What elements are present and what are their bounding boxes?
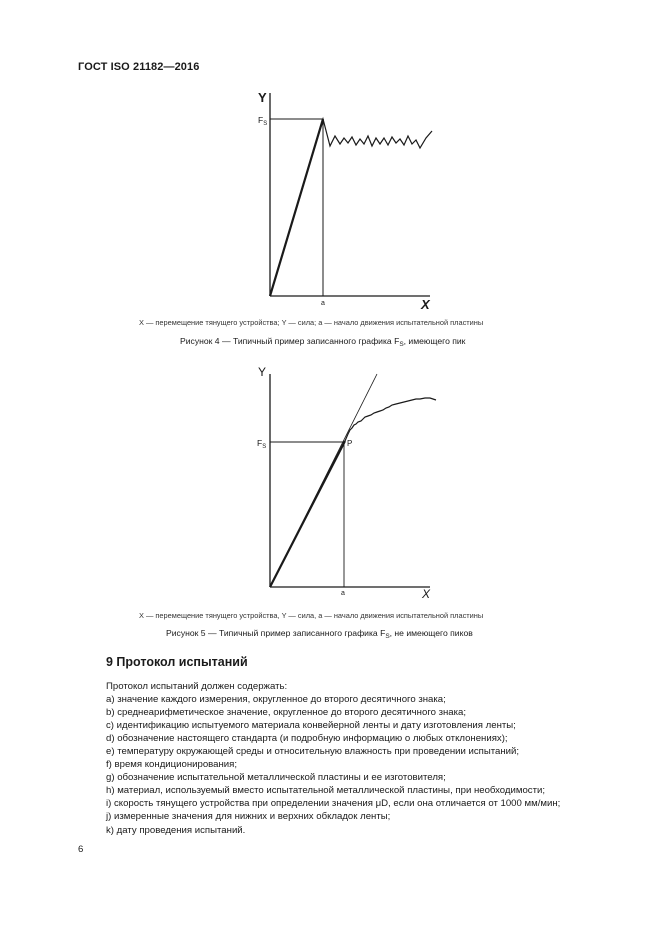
fs-tick-main: F [258,115,264,125]
list-item: h) материал, используемый вместо испытательной металлической пластины, при необходимости; [106,785,546,797]
intro-text: Протокол испытаний должен содержать: [106,681,288,692]
fs-tick-main: F [257,438,263,448]
y-axis-label: Y [258,90,267,105]
figure-5-caption-prefix: Рисунок 5 — Типичный пример записанного графика F [166,628,386,638]
a-tick-label: a [321,300,325,307]
list-item: e) температуру окружающей среды и относительную влажность при проведении испытаний; [106,746,520,758]
standard-header: ГОСТ ISO 21182—2016 [78,61,200,73]
figure-5-caption-sub: S [385,633,390,640]
force-curve [270,119,432,296]
fs-tick-sub: S [262,444,267,450]
section-title: 9 Протокол испытаний [106,655,248,669]
force-rise-line [270,119,323,296]
figure-4 [250,88,450,313]
force-curve [345,398,436,441]
figure-5-chart [250,362,450,602]
fs-tick-label [257,438,266,450]
list-item: d) обозначение настоящего стандарта (и подробную информацию о любых отклонениях); [106,733,508,745]
list-item: j) измеренные значения для нижних и верхних обкладок ленты; [106,811,391,823]
page-number: 6 [78,844,84,855]
figure-5-legend: X — перемещение тянущего устройства, Y — сила, a — начало движения испытательной пластины [139,611,484,620]
list-item: а) значение каждого измерения, округленное до второго десятичного знака; [106,694,446,706]
figure-5-caption [166,628,473,638]
list-item: k) дату проведения испытаний. [106,824,246,836]
figure-4-legend: X — перемещение тянущего устройства; Y — сила; a — начало движения испытательной пластины [139,318,484,327]
fs-tick-sub: S [263,121,268,127]
x-axis-label: X [421,297,430,312]
list-item: b) среднеарифметическое значение, округленное до второго десятичного знака; [106,707,467,719]
list-item: g) обозначение испытательной металлической пластины и ее изготовителя; [106,772,446,784]
fs-tick-label [258,115,267,127]
figure-4-caption [180,336,465,346]
figure-5 [250,362,450,602]
report-requirements [106,680,646,837]
list-item: i) скорость тянущего устройства при определении значения μD, если она отличается от 1000 мм/мин; [106,798,561,810]
list-item: c) идентификацию испытуемого материала конвейерной ленты и дату изготовления ленты; [106,720,516,732]
point-p-label: P [347,439,353,448]
figure-4-caption-sub: S [399,341,404,348]
figure-4-caption-suffix: , имеющего пик [403,336,466,346]
x-axis-label: X [422,587,431,601]
y-axis-label: Y [258,365,267,379]
a-tick-label: a [341,590,345,597]
figure-4-caption-prefix: Рисунок 4 — Типичный пример записанного графика F [180,336,400,346]
list-item: f) время кондиционирования; [106,759,238,771]
force-rise-line [270,441,345,587]
figure-5-caption-suffix: , не имеющего пиков [389,628,473,638]
figure-4-chart [250,88,450,313]
